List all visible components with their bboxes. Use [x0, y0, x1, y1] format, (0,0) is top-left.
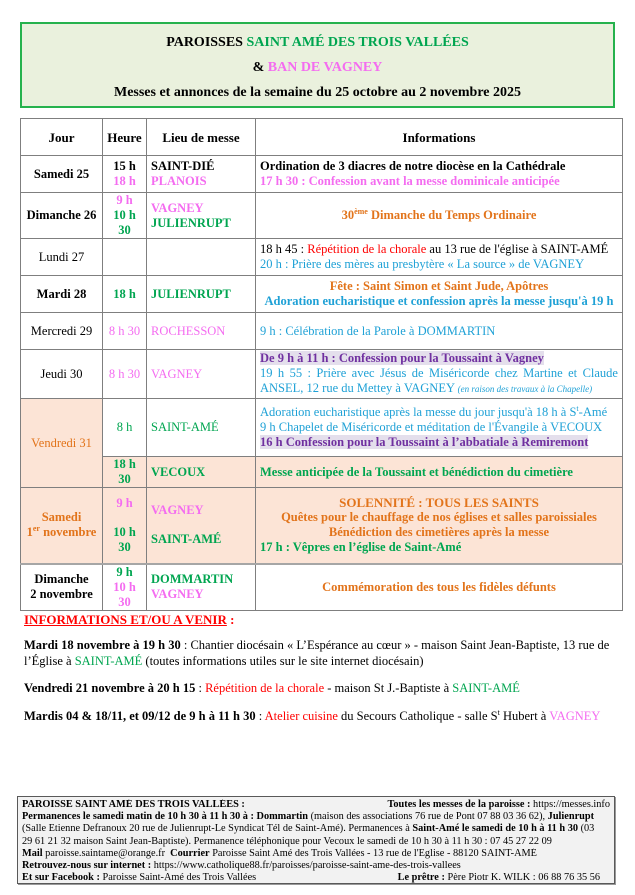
footer-parish-title: PAROISSE SAINT AMÉ DES TROIS VALLÉES : — [22, 799, 245, 810]
place-cell — [147, 564, 256, 611]
announcement-highlight: Atelier cuisine — [264, 709, 338, 723]
table-row — [21, 276, 623, 313]
table-row — [21, 193, 623, 239]
info-text: -Amé — [578, 405, 608, 419]
announcement-text: : Chantier diocésain « L’Espérance au cœur » - maison Saint Jean-Baptiste, 13 rue de l’Église à — [24, 638, 610, 668]
confession-highlight: 16 h Confession pour la Toussaint à l’abbatiale à Remiremont — [260, 435, 589, 449]
place-cell — [147, 193, 256, 239]
table-row — [21, 350, 623, 399]
title-line-1 — [22, 35, 613, 51]
info-line: Ordination de 3 diacres de notre diocèse en la Cathédrale — [260, 159, 566, 173]
time: 9 h — [116, 564, 133, 579]
time: 18 h — [113, 174, 136, 188]
mail-label: Mail — [22, 847, 43, 859]
time: 10 h 30 — [113, 208, 136, 237]
day-cell: Mercredi 29 — [21, 313, 103, 350]
announcement-text: du Secours Catholique - salle S — [337, 709, 498, 723]
permanence-text: (03 — [578, 823, 595, 835]
time-cell — [103, 239, 147, 276]
place: SAINT-DIÉ — [151, 159, 215, 173]
schedule-table — [20, 118, 623, 611]
day-text: Dimanche — [34, 572, 89, 586]
info-line — [260, 351, 618, 366]
info-line: Bénédiction des cimetières après la messe — [328, 525, 550, 540]
heading-suffix: : — [226, 612, 235, 627]
table-row — [21, 564, 623, 611]
place-cell: VAGNEY — [147, 350, 256, 399]
table-row — [21, 399, 623, 457]
table-row — [21, 457, 623, 488]
info-line: Adoration eucharistique et confession après la messe jusqu'à 19 h — [264, 294, 614, 308]
time-cell: 8 h — [103, 399, 147, 457]
place-cell — [147, 239, 256, 276]
time: 10 h 30 — [113, 579, 136, 609]
place: SAINT-AMÉ — [151, 532, 222, 547]
time-cell: 8 h 30 — [103, 313, 147, 350]
footer-masses — [387, 799, 610, 811]
day-text — [25, 525, 98, 540]
permanence-label: Permanences le samedi matin de 10 h 30 à 11 h 30 à : Dommartin — [22, 811, 308, 823]
info-cell — [256, 193, 623, 239]
place: DOMMARTIN — [151, 572, 234, 586]
info-text: Dimanche du Temps Ordinaire — [367, 208, 537, 222]
info-line — [260, 366, 618, 397]
internet-link[interactable]: https://www.catholique88.fr/paroisses/paroisse-saint-ame-des-trois-vallees — [151, 860, 461, 872]
day-cell: Dimanche 26 — [21, 193, 103, 239]
footer-row — [22, 848, 610, 860]
place: VAGNEY — [151, 503, 204, 518]
title-box — [20, 22, 615, 108]
place: VAGNEY — [151, 587, 204, 601]
col-header-heure: Heure — [103, 119, 147, 156]
announcement-place: SAINT-AMÉ — [452, 681, 520, 695]
time-cell: 18 h 30 — [103, 457, 147, 488]
announcement-date: Mardi 18 novembre à 19 h 30 — [24, 638, 181, 652]
info-line: Fête : Saint Simon et Saint Jude, Apôtres — [329, 279, 549, 293]
courrier-label: Courrier — [170, 847, 210, 859]
info-line: 17 h : Vêpres en l’église de Saint-Amé — [260, 540, 462, 555]
superscript: er — [32, 524, 40, 534]
permanence-text: (maison des associations 76 rue de Pont 07 88 03 36 62), — [308, 811, 548, 823]
internet-label: Retrouvez-nous sur internet : — [22, 860, 152, 872]
info-line: Quêtes pour le chauffage de nos églises et salles paroissiales — [281, 510, 597, 525]
announcement-item — [24, 680, 614, 696]
announcement-text: (toutes informations utiles sur le site internet diocésain) — [142, 654, 424, 668]
place: JULIENRUPT — [151, 215, 231, 230]
info-cell — [256, 399, 623, 457]
day-cell: Jeudi 30 — [21, 350, 103, 399]
announcement-text: : — [255, 709, 265, 723]
info-text: 18 h 45 : — [260, 242, 308, 256]
info-line — [260, 405, 618, 420]
permanence-text: (Salle Etienne Defranoux 20 rue de Julienrupt-Le Syndicat Tél de Saint-Amé). Permanences à — [22, 823, 413, 835]
ban-de-vagney: BAN DE VAGNEY — [267, 60, 383, 75]
table-row — [21, 239, 623, 276]
time-cell — [103, 488, 147, 564]
permanence-saint-ame: Saint-Amé le samedi de 10 h à 11 h 30 — [412, 823, 579, 835]
info-cell — [256, 239, 623, 276]
time-cell — [103, 156, 147, 193]
facebook-link[interactable]: Paroisse Saint-Amé des Trois Vallées — [99, 872, 257, 884]
place-cell: SAINT-AMÉ — [147, 399, 256, 457]
info-line: SOLENNITÉ : TOUS LES SAINTS — [339, 495, 539, 511]
table-header-row — [21, 119, 623, 156]
facebook — [22, 872, 256, 884]
col-header-informations: Informations — [256, 119, 623, 156]
announcement-text: : — [195, 681, 206, 695]
table-row — [21, 313, 623, 350]
superscript: t — [497, 707, 500, 717]
info-note: (en raison des travaux à la Chapelle) — [457, 384, 593, 394]
priest-value: Père Piotr K. WILK : 06 88 76 35 56 — [444, 872, 600, 884]
footer-row — [22, 823, 610, 835]
info-text: Adoration eucharistique après la messe du jour jusqu'à 18 h à S — [260, 405, 577, 419]
time: 9 h — [116, 495, 133, 510]
time: 15 h — [113, 159, 136, 173]
table-row — [21, 488, 623, 564]
parish-footer — [17, 796, 615, 884]
info-line: 20 h : Prière des mères au presbytère « La source » de VAGNEY — [260, 257, 585, 271]
announcement-text: Hubert à — [499, 709, 550, 723]
announcement-date: Mardis 04 & 18/11, et 09/12 de 9 h à 11 h 30 — [24, 709, 256, 723]
info-line — [260, 242, 618, 257]
info-cell: Commémoration des tous les fidèles défunts — [256, 564, 623, 611]
permanence-julienrupt: Julienrupt — [547, 811, 595, 823]
footer-row — [22, 799, 610, 811]
place-cell — [147, 488, 256, 564]
info-text: au 13 rue de l'église à SAINT-AMÉ — [426, 242, 609, 256]
info-cell — [256, 350, 623, 399]
day-cell: Vendredi 31 — [21, 399, 103, 488]
courrier-value: Paroisse Saint Amé des Trois Vallées - 13 rue de l'Eglise - 88120 SAINT-AMÉ — [209, 847, 537, 859]
announcement-place: VAGNEY — [549, 709, 601, 723]
footer-row — [22, 811, 610, 823]
col-header-lieu: Lieu de messe — [147, 119, 256, 156]
superscript: t — [576, 403, 579, 413]
mail-link[interactable]: paroisse.saintame@orange.fr — [42, 847, 166, 859]
ampersand: & — [252, 60, 268, 75]
place-cell: VECOUX — [147, 457, 256, 488]
time: 9 h — [116, 193, 133, 207]
day-text: novembre — [39, 525, 97, 540]
time-cell: 18 h — [103, 276, 147, 313]
info-text: Répétition de la chorale — [307, 242, 427, 256]
footer-row: 29 61 21 32 maison Saint Jean-Baptiste). Permanence téléphonique pour Vecoux le samedi de 10 h 30 à 11 h 30 : 07 45 27 22 09 — [22, 835, 552, 847]
announcement-highlight: Répétition de la chorale — [205, 681, 325, 695]
announcements-heading — [24, 612, 234, 628]
footer-row — [22, 872, 610, 884]
confession-highlight: De 9 h à 11 h : Confession pour la Toussaint à Vagney — [260, 351, 544, 365]
announcement-place: SAINT-AMÉ — [74, 654, 143, 668]
day-cell — [21, 488, 103, 564]
info-cell: Messe anticipée de la Toussaint et bénédiction du cimetière — [256, 457, 623, 488]
footer-row — [22, 860, 610, 872]
day-cell — [21, 564, 103, 611]
info-cell: 9 h : Célébration de la Parole à DOMMARTIN — [256, 313, 623, 350]
info-line: 17 h 30 : Confession avant la messe dominicale anticipée — [260, 174, 560, 188]
info-text: 30 — [341, 208, 355, 222]
priest — [398, 872, 600, 884]
superscript: ème — [354, 206, 368, 216]
facebook-label: Et sur Facebook : — [22, 872, 100, 884]
time-cell: 8 h 30 — [103, 350, 147, 399]
info-cell — [256, 276, 623, 313]
time: 10 h 30 — [113, 524, 136, 554]
table-row — [21, 156, 623, 193]
parish-name: SAINT AMÉ DES TROIS VALLÉES — [246, 35, 469, 50]
info-line — [260, 435, 618, 450]
day-cell: Mardi 28 — [21, 276, 103, 313]
col-header-jour: Jour — [21, 119, 103, 156]
day-text: 1 — [26, 525, 33, 540]
announcement-item — [24, 637, 614, 669]
place-cell: ROCHESSON — [147, 313, 256, 350]
info-cell — [256, 488, 623, 564]
title-prefix: PAROISSES — [166, 35, 247, 50]
day-text: Samedi — [41, 510, 82, 525]
place-cell: JULIENRUPT — [147, 276, 256, 313]
day-cell: Samedi 25 — [21, 156, 103, 193]
masses-link[interactable]: https://messes.info — [530, 799, 610, 810]
time-cell — [103, 564, 147, 611]
info-text: 19 h 55 : Prière avec Jésus de Miséricorde chez Martine et Claude ANSEL, 12 rue du Mettey à VAGNEY — [260, 366, 618, 395]
week-subtitle: Messes et annonces de la semaine du 25 octobre au 2 novembre 2025 — [113, 85, 522, 100]
announcement-text: - maison St J.-Baptiste à — [324, 681, 453, 695]
place: VAGNEY — [151, 200, 204, 215]
day-cell: Lundi 27 — [21, 239, 103, 276]
day-text: 2 novembre — [30, 587, 93, 601]
announcement-item — [24, 708, 614, 724]
heading-text: INFORMATIONS ET/OU A VENIR — [24, 612, 227, 627]
masses-label: Toutes les messes de la paroisse : — [387, 799, 531, 810]
place: PLANOIS — [151, 174, 207, 188]
info-cell — [256, 156, 623, 193]
title-line-2 — [22, 60, 613, 76]
priest-label: Le prêtre : — [397, 872, 445, 884]
place-cell — [147, 156, 256, 193]
info-line: 9 h Chapelet de Miséricorde et méditation de l'Évangile à VECOUX — [260, 420, 603, 434]
announcement-date: Vendredi 21 novembre à 20 h 15 — [24, 681, 196, 695]
time-cell — [103, 193, 147, 239]
